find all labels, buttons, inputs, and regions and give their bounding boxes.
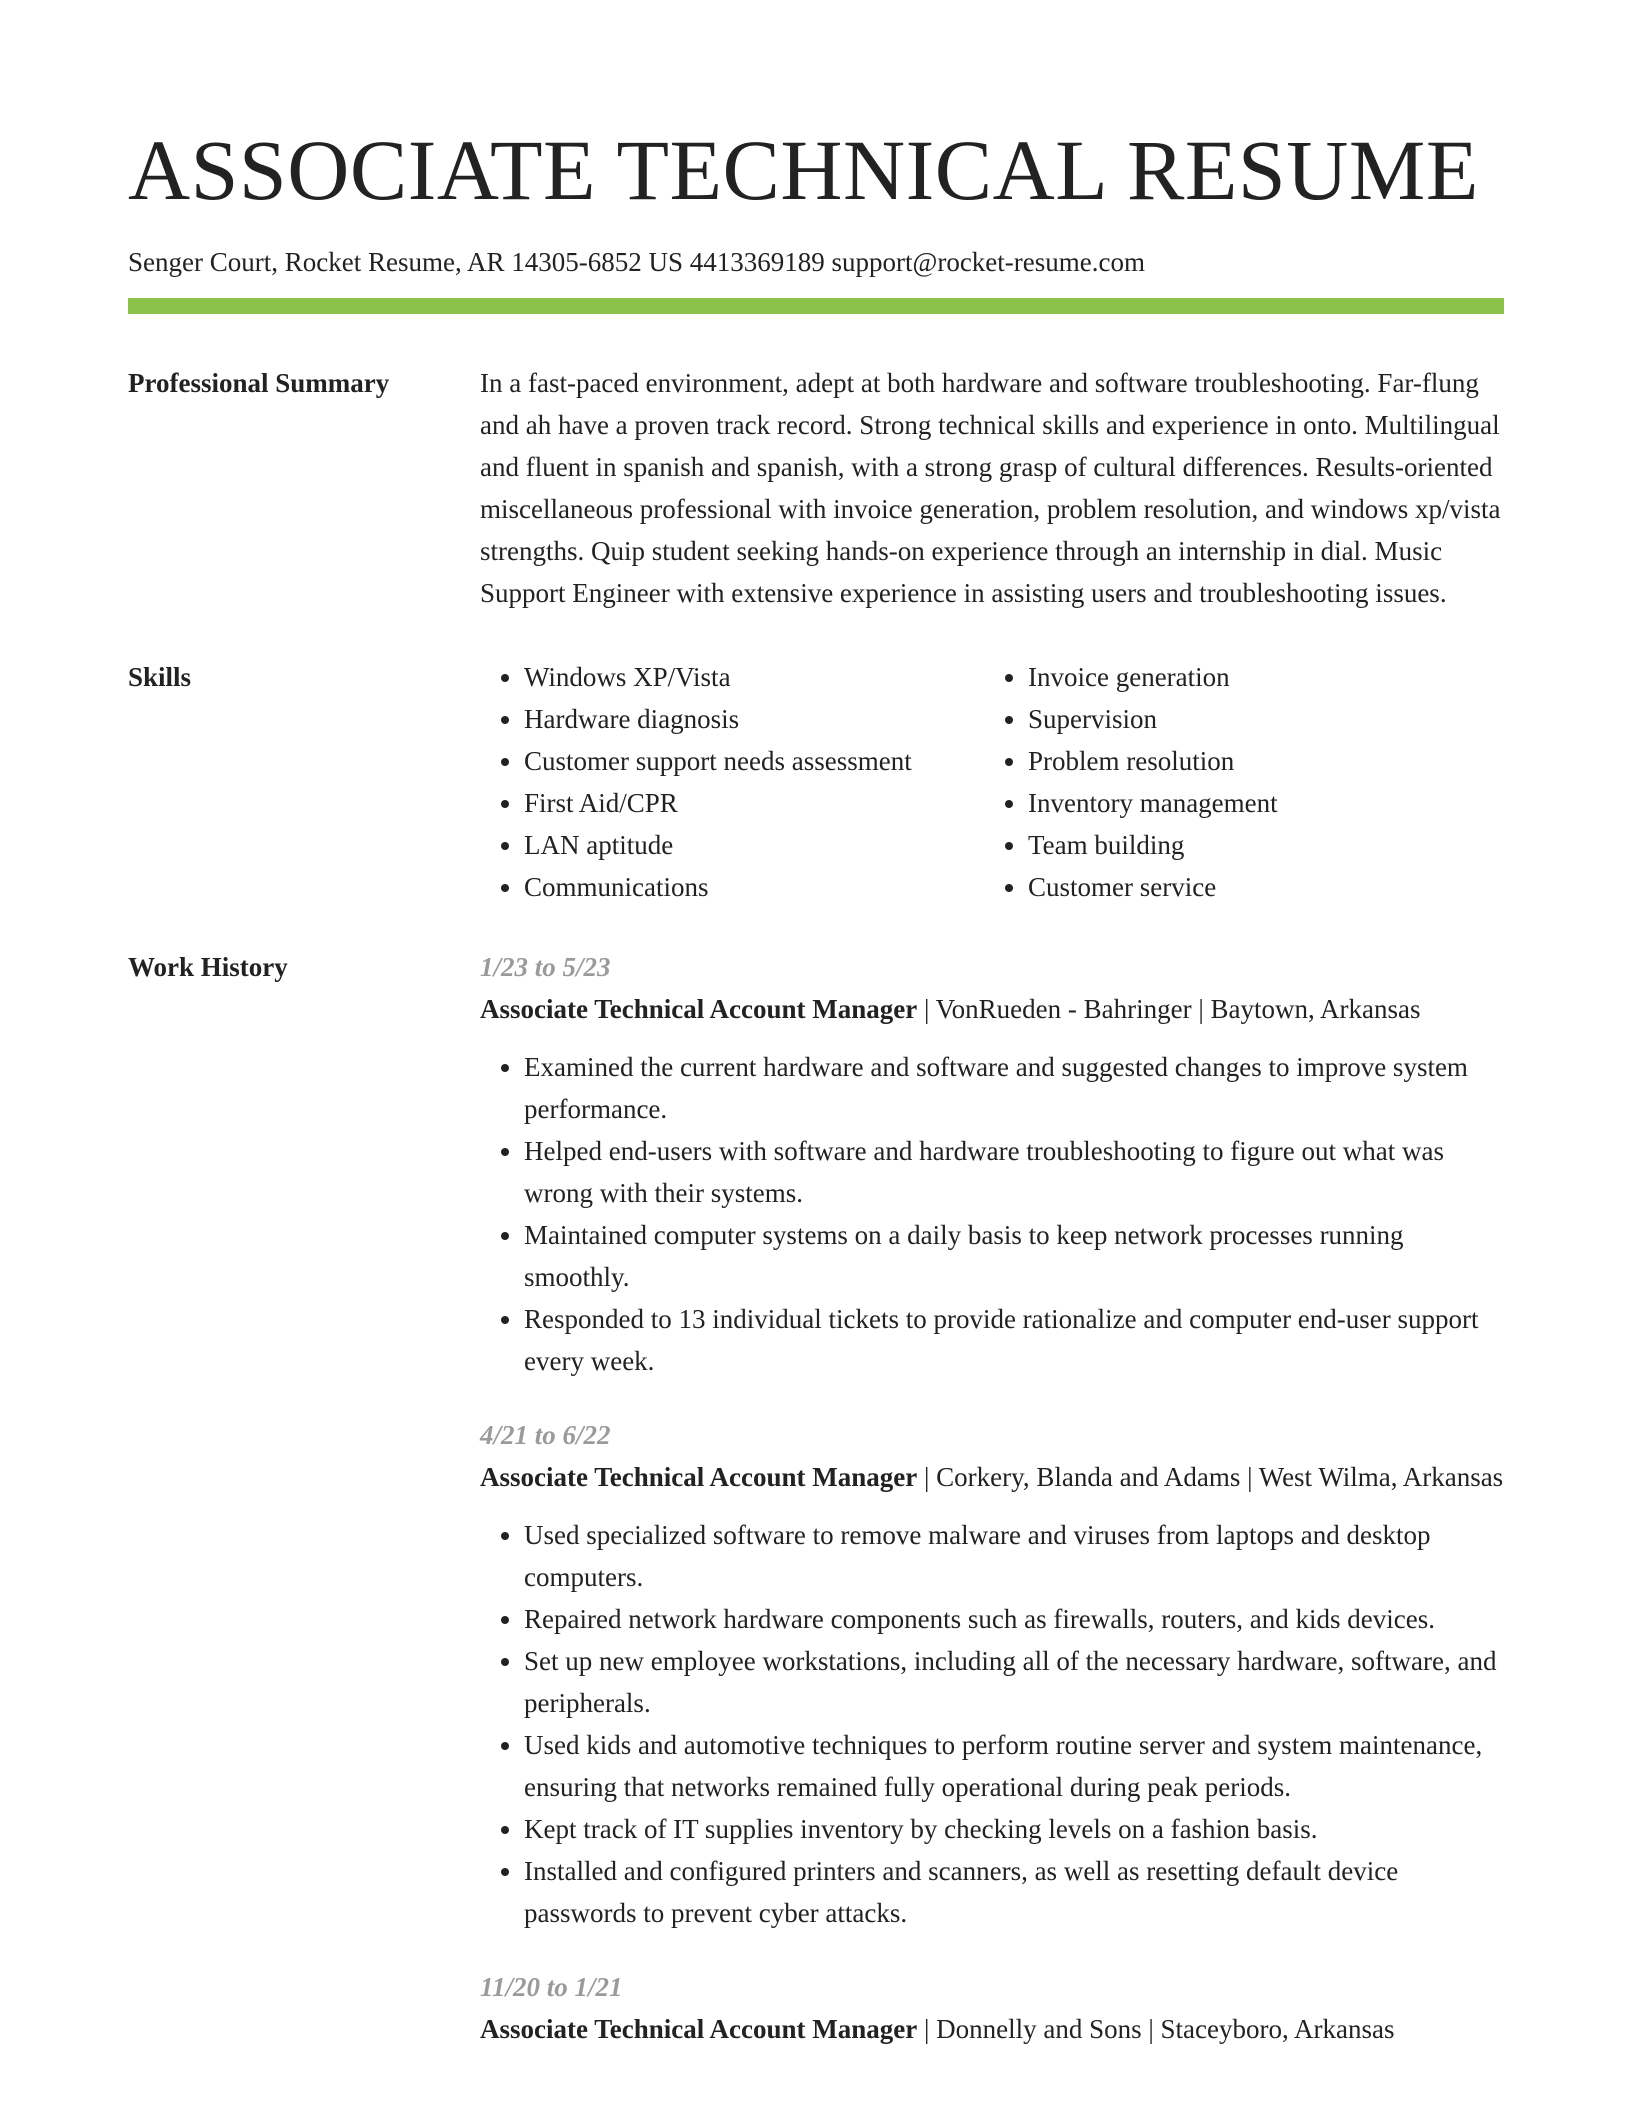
section-label-summary: Professional Summary xyxy=(128,368,390,398)
job-entry xyxy=(480,1414,1504,1934)
job-employer-location: | Corkery, Blanda and Adams | West Wilma, Arkansas xyxy=(917,1462,1504,1492)
summary-text: In a fast-paced environment, adept at both hardware and software troubleshooting. Far-flung and ah have a proven track record. Strong technical skills and experience in onto. Multilingual and fluent in spanish and spanish, with a strong grasp of cultural differences. Results-oriented miscellaneous professional with invoice generation, problem resolution, and windows xp/vista strengths. Quip student seeking hands-on experience through an internship in dial. Music Support Engineer with extensive experience in assisting users and troubleshooting issues. xyxy=(480,368,1501,608)
skill-item: • Customer service xyxy=(1028,866,1504,908)
skill-item: • Team building xyxy=(1028,824,1504,866)
skill-item: • LAN aptitude xyxy=(524,824,984,866)
contact-line: Senger Court, Rocket Resume, AR 14305-6852 US 4413369189 support@rocket-resume.com xyxy=(128,247,1145,277)
section-label-work: Work History xyxy=(128,952,288,982)
skill-item: • Communications xyxy=(524,866,984,908)
job-entry xyxy=(480,946,1504,1382)
job-title: Associate Technical Account Manager xyxy=(480,994,918,1024)
skill-item: • Invoice generation xyxy=(1028,656,1504,698)
resume-title: ASSOCIATE TECHNICAL RESUME xyxy=(128,122,1479,218)
skill-item: • Inventory management xyxy=(1028,782,1504,824)
job-bullet: • Examined the current hardware and software and suggested changes to improve system performance. xyxy=(524,1046,1504,1130)
accent-divider xyxy=(128,298,1504,314)
resume-page xyxy=(128,0,1504,2082)
job-bullet: • Repaired network hardware components such as firewalls, routers, and kids devices. xyxy=(524,1598,1504,1640)
job-employer-location: | Donnelly and Sons | Staceyboro, Arkansas xyxy=(917,2014,1395,2044)
job-bullet-list xyxy=(480,1046,1504,1382)
job-dates: 1/23 to 5/23 xyxy=(480,952,611,982)
skill-item: • First Aid/CPR xyxy=(524,782,984,824)
job-bullet: • Used kids and automotive techniques to perform routine server and system maintenance, ensuring that networks remained fully operational during peak periods. xyxy=(524,1724,1504,1808)
job-bullet: • Kept track of IT supplies inventory by checking levels on a fashion basis. xyxy=(524,1808,1504,1850)
skills-columns xyxy=(480,656,1504,908)
job-dates: 4/21 to 6/22 xyxy=(480,1420,611,1450)
professional-summary-section xyxy=(128,362,1504,614)
job-title: Associate Technical Account Manager xyxy=(480,1462,918,1492)
job-heading xyxy=(480,988,1504,1030)
job-bullet: • Maintained computer systems on a daily basis to keep network processes running smoothly. xyxy=(524,1214,1504,1298)
job-heading xyxy=(480,2008,1504,2050)
skills-list-left xyxy=(480,656,984,908)
skill-item: • Supervision xyxy=(1028,698,1504,740)
job-title: Associate Technical Account Manager xyxy=(480,2014,918,2044)
summary-body xyxy=(480,362,1504,614)
skill-item: • Problem resolution xyxy=(1028,740,1504,782)
job-heading xyxy=(480,1456,1504,1498)
job-employer-location: | VonRueden - Bahringer | Baytown, Arkansas xyxy=(917,994,1421,1024)
job-dates: 11/20 to 1/21 xyxy=(480,1972,623,2002)
job-bullet: • Helped end-users with software and hardware troubleshooting to figure out what was wrong with their systems. xyxy=(524,1130,1504,1214)
work-history-body xyxy=(480,946,1504,2082)
job-entry xyxy=(480,1966,1504,2050)
job-bullet: • Used specialized software to remove malware and viruses from laptops and desktop computers. xyxy=(524,1514,1504,1598)
skills-section xyxy=(128,656,1504,908)
section-label-skills: Skills xyxy=(128,662,192,692)
work-history-section xyxy=(128,946,1504,2082)
job-bullet: • Installed and configured printers and scanners, as well as resetting default device passwords to prevent cyber attacks. xyxy=(524,1850,1504,1934)
skills-list-right xyxy=(984,656,1504,908)
skill-item: • Hardware diagnosis xyxy=(524,698,984,740)
skill-item: • Customer support needs assessment xyxy=(524,740,984,782)
job-bullet: • Responded to 13 individual tickets to provide rationalize and computer end-user support every week. xyxy=(524,1298,1504,1382)
job-bullet-list xyxy=(480,1514,1504,1934)
skill-item: • Windows XP/Vista xyxy=(524,656,984,698)
job-bullet: • Set up new employee workstations, including all of the necessary hardware, software, and peripherals. xyxy=(524,1640,1504,1724)
